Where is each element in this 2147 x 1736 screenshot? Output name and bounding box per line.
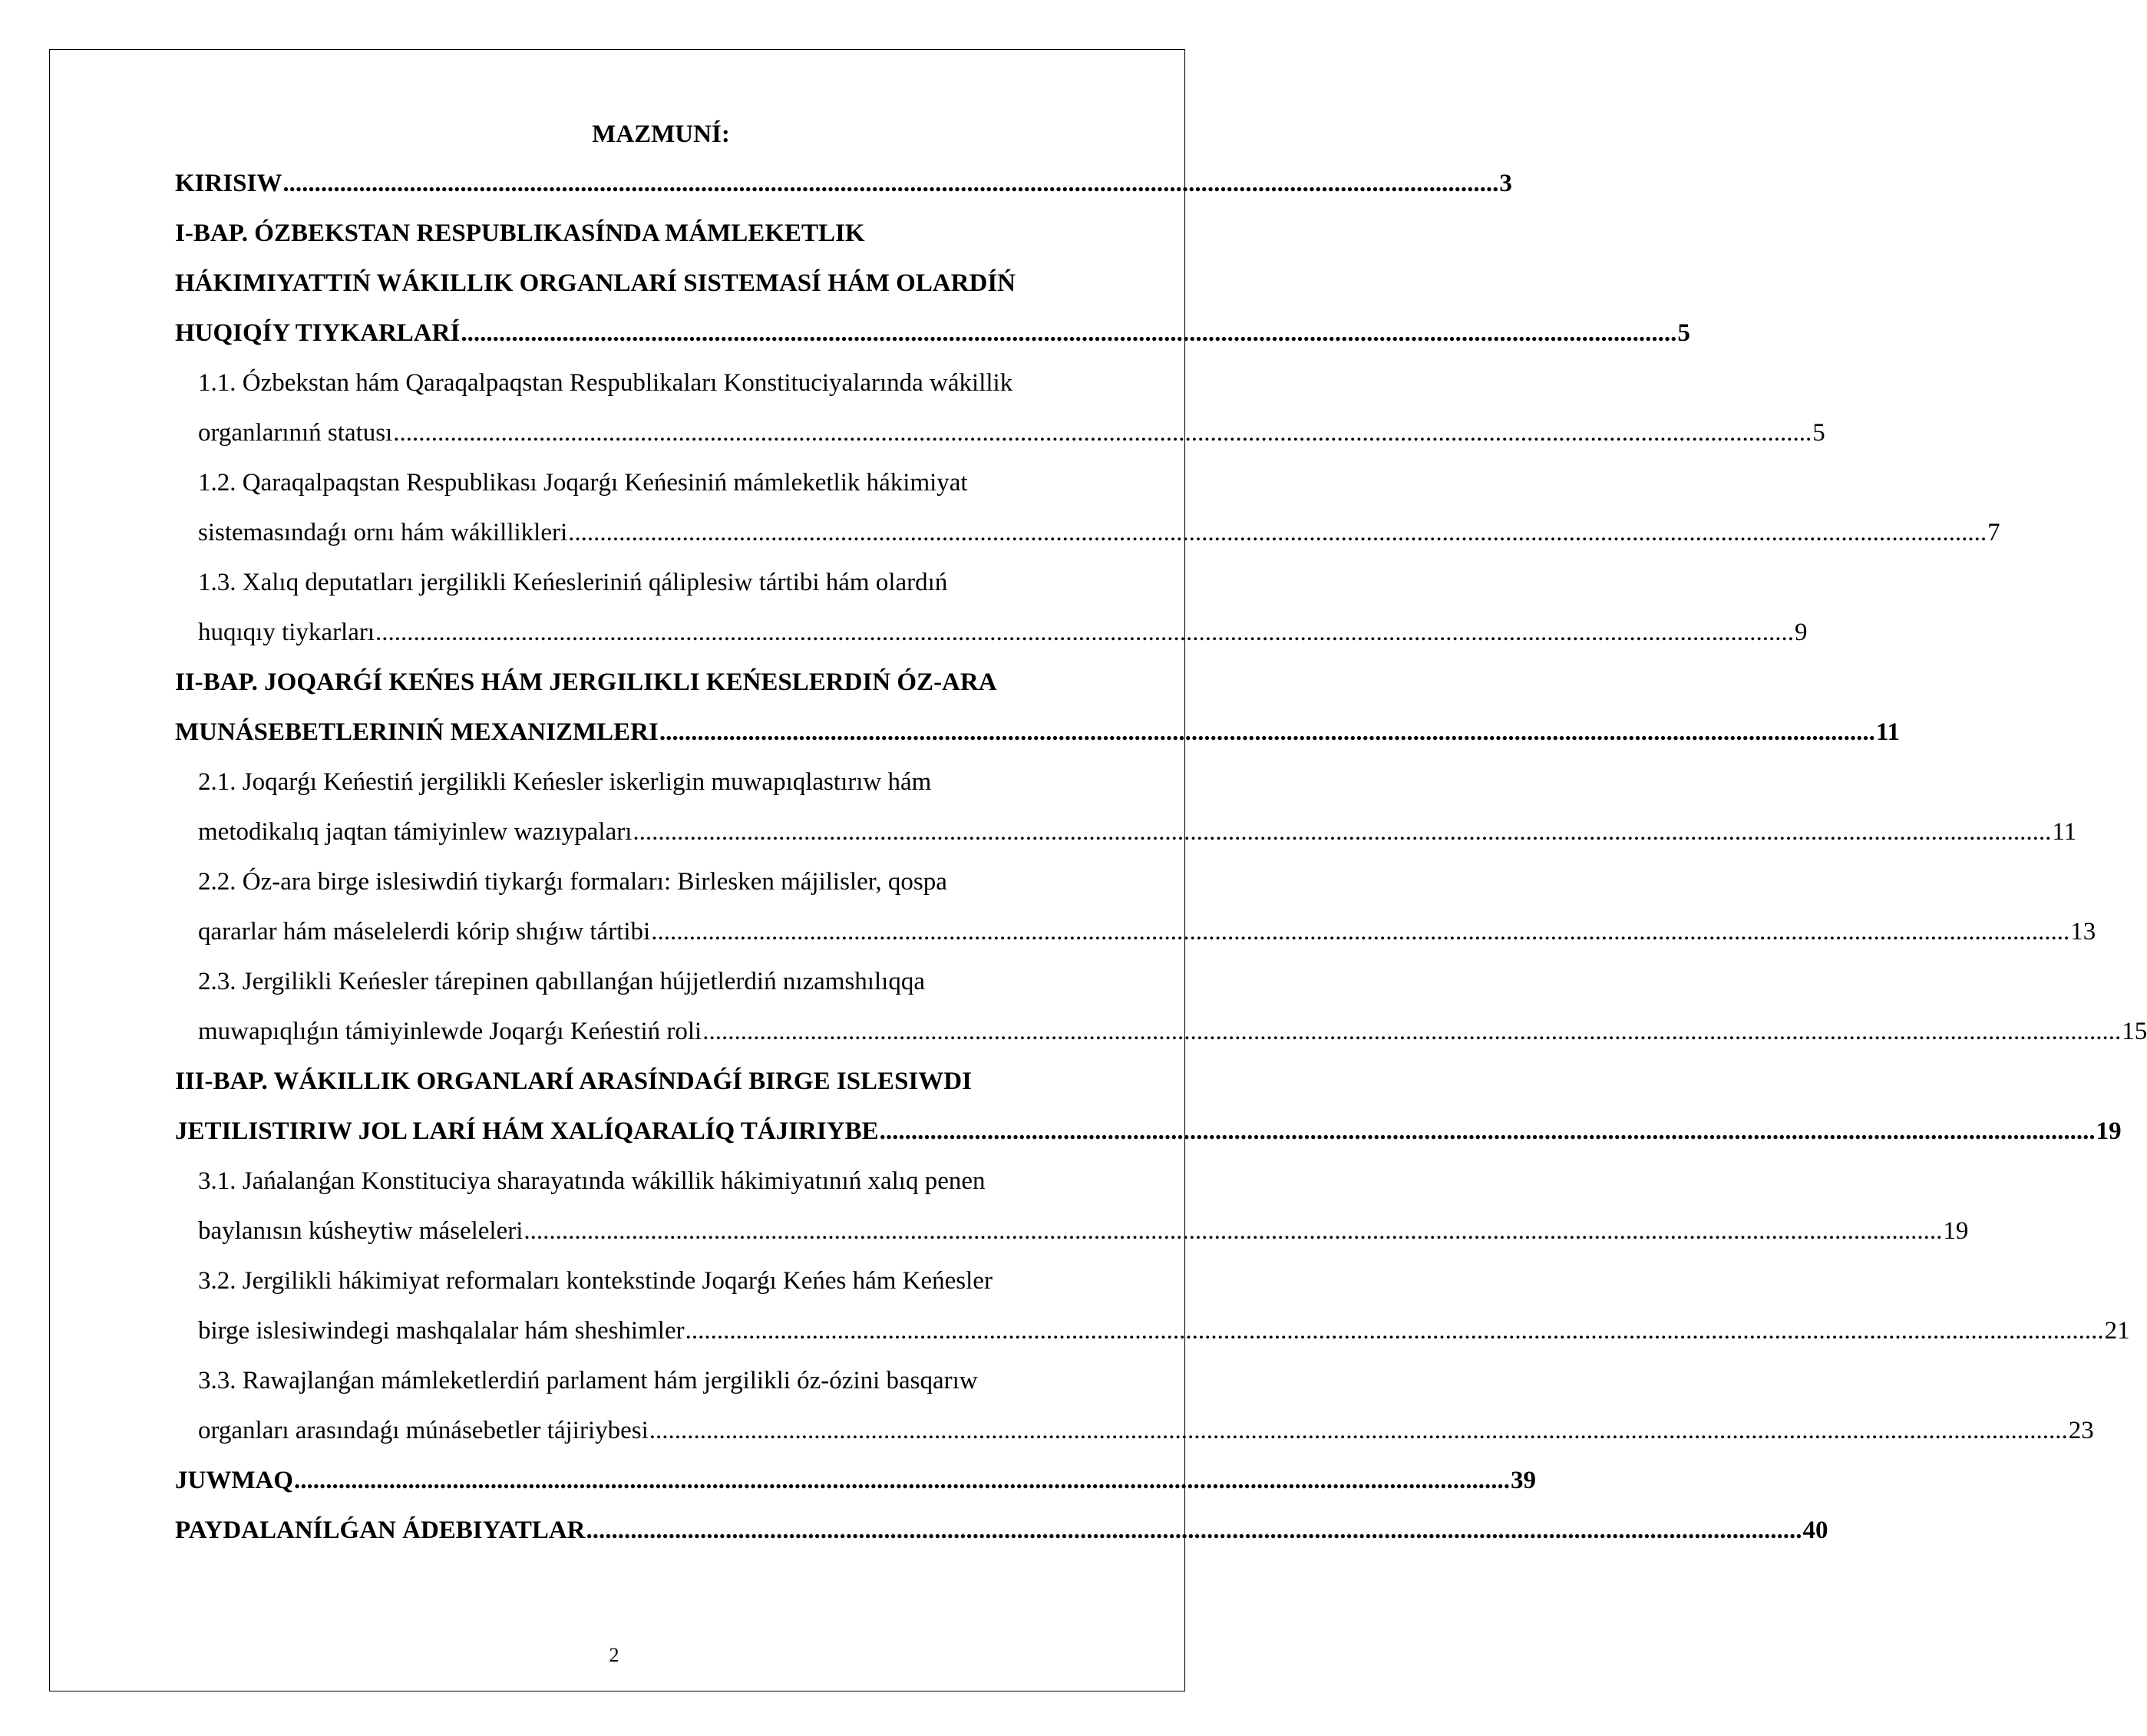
toc-entry-text: 2.1. Joqarǵı Keńestiń jergilikli Keńesler iskerligin muwapıqlastırıw hám [198, 768, 932, 796]
dot-leader: ................................................................................................................................................................................................................................ [702, 1018, 2122, 1045]
toc-entry-section-1-3[interactable] [198, 558, 1147, 608]
toc-entry-text: huqıqıy tiykarları [198, 619, 375, 646]
toc-page-number: 5 [1677, 319, 1690, 347]
toc-page-number: 40 [1802, 1517, 1828, 1544]
toc-entry-introduction[interactable] [175, 159, 1512, 209]
toc-entry-text: MUNÁSEBETLERINIŃ MEXANIZMLERI [175, 718, 659, 746]
toc-page-number: 21 [2104, 1317, 2130, 1345]
toc-entry-chapter-2[interactable] [175, 658, 1147, 708]
toc-entry-section-3-1-line-2 [198, 1206, 1969, 1256]
toc-entry-text: organlarınıń statusı [198, 419, 393, 447]
toc-entry-section-1-2-line-2 [198, 508, 2000, 558]
toc-page-number: 39 [1510, 1467, 1536, 1494]
dot-leader: ................................................................................................................................................................................................ [659, 718, 1875, 746]
dot-leader: ................................................................................................................................................................................................................................ [651, 918, 2070, 946]
toc-entry-text: 1.2. Qaraqalpaqstan Respublikası Joqarǵı Keńesiniń mámleketlik hákimiyat [198, 469, 968, 497]
toc-entry-section-3-2-line-2 [198, 1306, 2130, 1356]
toc-entry-text: 3.1. Jańalanǵan Konstituciya sharayatında wákillik hákimiyatınıń xalıq penen [198, 1167, 986, 1195]
toc-entry-text: baylanısın kúsheytiw máseleleri [198, 1217, 524, 1245]
toc-entry-section-3-3[interactable] [198, 1356, 1147, 1406]
toc-entry-section-3-1[interactable] [198, 1157, 1147, 1206]
toc-entry-section-1-1-line-2 [198, 408, 1825, 458]
toc-entry-section-2-2-line-2 [198, 907, 2096, 957]
toc-page-number: 11 [2052, 818, 2077, 846]
toc-entry-text: JUWMAQ [175, 1467, 293, 1494]
toc-entry-section-2-3[interactable] [198, 957, 1147, 1007]
toc-entry-section-1-3-line-2 [198, 608, 1808, 658]
toc-page-number: 19 [1943, 1217, 1969, 1245]
toc-entry-text: 3.2. Jergilikli hákimiyat reformaları kontekstinde Joqarǵı Keńes hám Keńesler [198, 1267, 993, 1295]
toc-page-number: 19 [2096, 1117, 2122, 1145]
toc-entry-text: 2.2. Óz-ara birge islesiwdiń tiykarǵı formaları: Birlesken májilisler, qospa [198, 868, 947, 896]
dot-leader: ................................................................................................................................................................................................................................ [685, 1317, 2104, 1345]
toc-entry-section-3-2[interactable] [198, 1256, 1147, 1306]
dot-leader: ................................................................................................................................................................................................................................ [649, 1417, 2068, 1444]
toc-entry-text: 1.1. Ózbekstan hám Qaraqalpaqstan Respublikaları Konstituciyalarında wákillik [198, 369, 1013, 397]
toc-entry-chapter-1[interactable] [175, 209, 1147, 259]
toc-entry-section-1-2[interactable] [198, 458, 1147, 508]
toc-entry-section-2-1-line-2 [198, 807, 2077, 857]
dot-leader: ................................................................................................................................................................................................ [461, 319, 1677, 347]
toc-entry-text: I-BAP. ÓZBEKSTAN RESPUBLIKASÍNDA MÁMLEKETLIK [175, 219, 865, 247]
dot-leader: ................................................................................................................................................................................................................................ [568, 519, 1987, 546]
page-number: 2 [609, 1644, 619, 1666]
toc-entry-text: sistemasındaǵı ornı hám wákillikleri [198, 519, 568, 546]
dot-leader: ................................................................................................................................................................................................ [293, 1467, 1510, 1494]
toc-entry-chapter-3[interactable] [175, 1057, 1147, 1107]
toc-page-number: 23 [2068, 1417, 2094, 1444]
toc-entry-text: 3.3. Rawajlanǵan mámleketlerdiń parlament hám jergilikli óz-ózini basqarıw [198, 1367, 978, 1394]
toc-entry-text: HUQIQÍY TIYKARLARÍ [175, 319, 461, 347]
toc-entry-text: muwapıqlıǵın támiyinlewde Joqarǵı Keńestiń roli [198, 1018, 702, 1045]
toc-entry-section-3-3-line-2 [198, 1406, 2094, 1456]
toc-page-number: 13 [2070, 918, 2096, 946]
toc-entry-text: birge islesiwindegi mashqalalar hám sheshimler [198, 1317, 685, 1345]
dot-leader: ................................................................................................................................................................................................................................ [524, 1217, 1943, 1245]
toc-page-number: 11 [1875, 718, 1901, 746]
toc-entry-section-2-1[interactable] [198, 757, 1147, 807]
toc-entry-text: KIRISIW [175, 170, 282, 197]
toc-entry-chapter-2-line-2 [175, 708, 1901, 757]
toc-entry-text: organları arasındaǵı múnásebetler tájiriybesi [198, 1417, 649, 1444]
toc-entry-text: qararlar hám máselelerdi kórip shıǵıw tártibi [198, 918, 651, 946]
toc-entry-text: II-BAP. JOQARǴÍ KEŃES HÁM JERGILIKLI KEŃESLERDIŃ ÓZ-ARA [175, 668, 997, 696]
toc-page-number: 5 [1812, 419, 1825, 447]
toc-page-number: 7 [1987, 519, 2000, 546]
toc-page-number: 3 [1499, 170, 1512, 197]
toc-entry-text: PAYDALANÍLǴAN ÁDEBIYATLAR [175, 1517, 586, 1544]
dot-leader: ................................................................................................................................................................................................ [879, 1117, 2096, 1145]
toc-page-number: 15 [2122, 1018, 2147, 1045]
toc-entry-text: 1.3. Xalıq deputatları jergilikli Keńesleriniń qáliplesiw tártibi hám olardıń [198, 569, 948, 596]
toc-entry-conclusion[interactable] [175, 1456, 1536, 1506]
toc-page-number: 9 [1795, 619, 1808, 646]
dot-leader: ................................................................................................................................................................................................ [282, 170, 1499, 197]
toc-entry-chapter-1-line-2 [175, 259, 1147, 309]
toc-entry-section-1-1[interactable] [198, 358, 1147, 408]
toc-entry-chapter-3-line-2 [175, 1107, 2122, 1157]
dot-leader: ................................................................................................................................................................................................................................ [393, 419, 1812, 447]
dot-leader: ................................................................................................................................................................................................................................ [633, 818, 2052, 846]
toc-entry-text: JETILISTIRIW JOL LARÍ HÁM XALÍQARALÍQ TÁJIRIYBE [175, 1117, 879, 1145]
dot-leader: ................................................................................................................................................................................................ [586, 1517, 1802, 1544]
toc-entry-text: metodikalıq jaqtan támiyinlew wazıypaları [198, 818, 633, 846]
toc-entry-text: HÁKIMIYATTIŃ WÁKILLIK ORGANLARÍ SISTEMASÍ HÁM OLARDÍŃ [175, 269, 1016, 297]
toc-entry-text: III-BAP. WÁKILLIK ORGANLARÍ ARASÍNDAǴÍ BIRGE ISLESIWDI [175, 1068, 972, 1095]
toc-entry-section-2-2[interactable] [198, 857, 1147, 907]
toc-entry-section-2-3-line-2 [198, 1007, 2147, 1057]
toc-entry-chapter-1-line-3 [175, 309, 1690, 358]
dot-leader: ................................................................................................................................................................................................................................ [375, 619, 1795, 646]
toc-entry-text: 2.3. Jergilikli Keńesler tárepinen qabıllanǵan hújjetlerdiń nızamshılıqqa [198, 968, 925, 995]
toc-title: MAZMUNÍ: [592, 120, 730, 148]
toc-entry-references[interactable] [175, 1506, 1828, 1556]
